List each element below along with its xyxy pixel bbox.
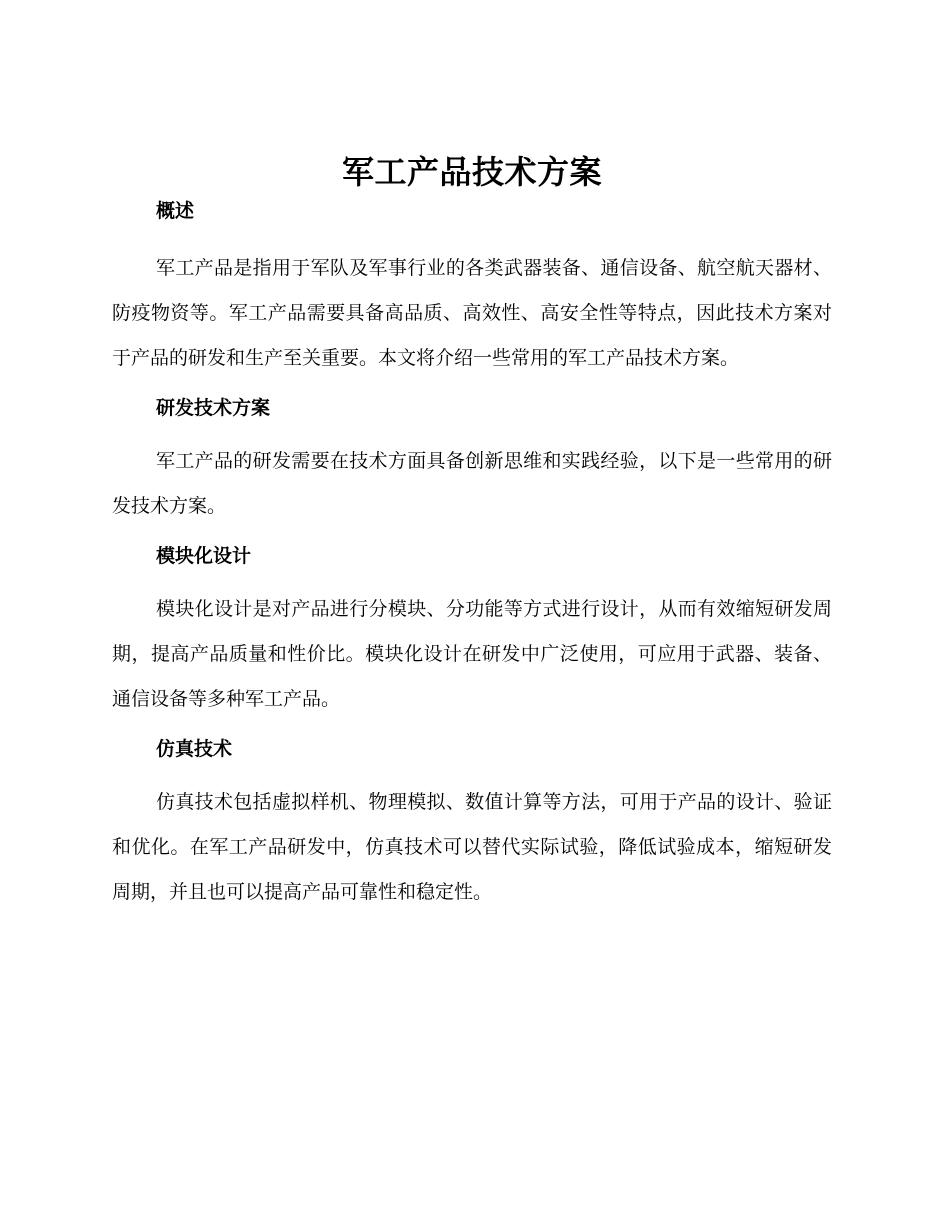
section-heading-rnd-technical-plan: 研发技术方案 <box>156 397 271 419</box>
section-paragraph-simulation-technology: 仿真技术包括虚拟样机、物理模拟、数值计算等方法，可用于产品的设计、验证和优化。在军工产品研发中，仿真技术可以替代实际试验，降低试验成本，缩短研发周期，并且也可以提高产品可靠性和稳定性。 <box>112 791 832 903</box>
section-heading-modular-design: 模块化设计 <box>156 545 252 567</box>
document-body <box>112 148 832 915</box>
section-paragraph-rnd-technical-plan: 军工产品的研发需要在技术方面具备创新思维和实践经验，以下是一些常用的研发技术方案。 <box>112 450 832 517</box>
section-heading-simulation-technology: 仿真技术 <box>156 738 233 760</box>
section-paragraph-overview: 军工产品是指用于军队及军事行业的各类武器装备、通信设备、航空航天器材、防疫物资等。军工产品需要具备高品质、高效性、高安全性等特点，因此技术方案对于产品的研发和生产至关重要。本文将介绍一些常用的军工产品技术方案。 <box>112 257 832 369</box>
section-paragraph-modular-design: 模块化设计是对产品进行分模块、分功能等方式进行设计，从而有效缩短研发周期，提高产品质量和性价比。模块化设计在研发中广泛使用，可应用于武器、装备、通信设备等多种军工产品。 <box>112 598 832 710</box>
section-heading-overview: 概述 <box>156 200 195 222</box>
document-title: 军工产品技术方案 <box>341 153 602 191</box>
